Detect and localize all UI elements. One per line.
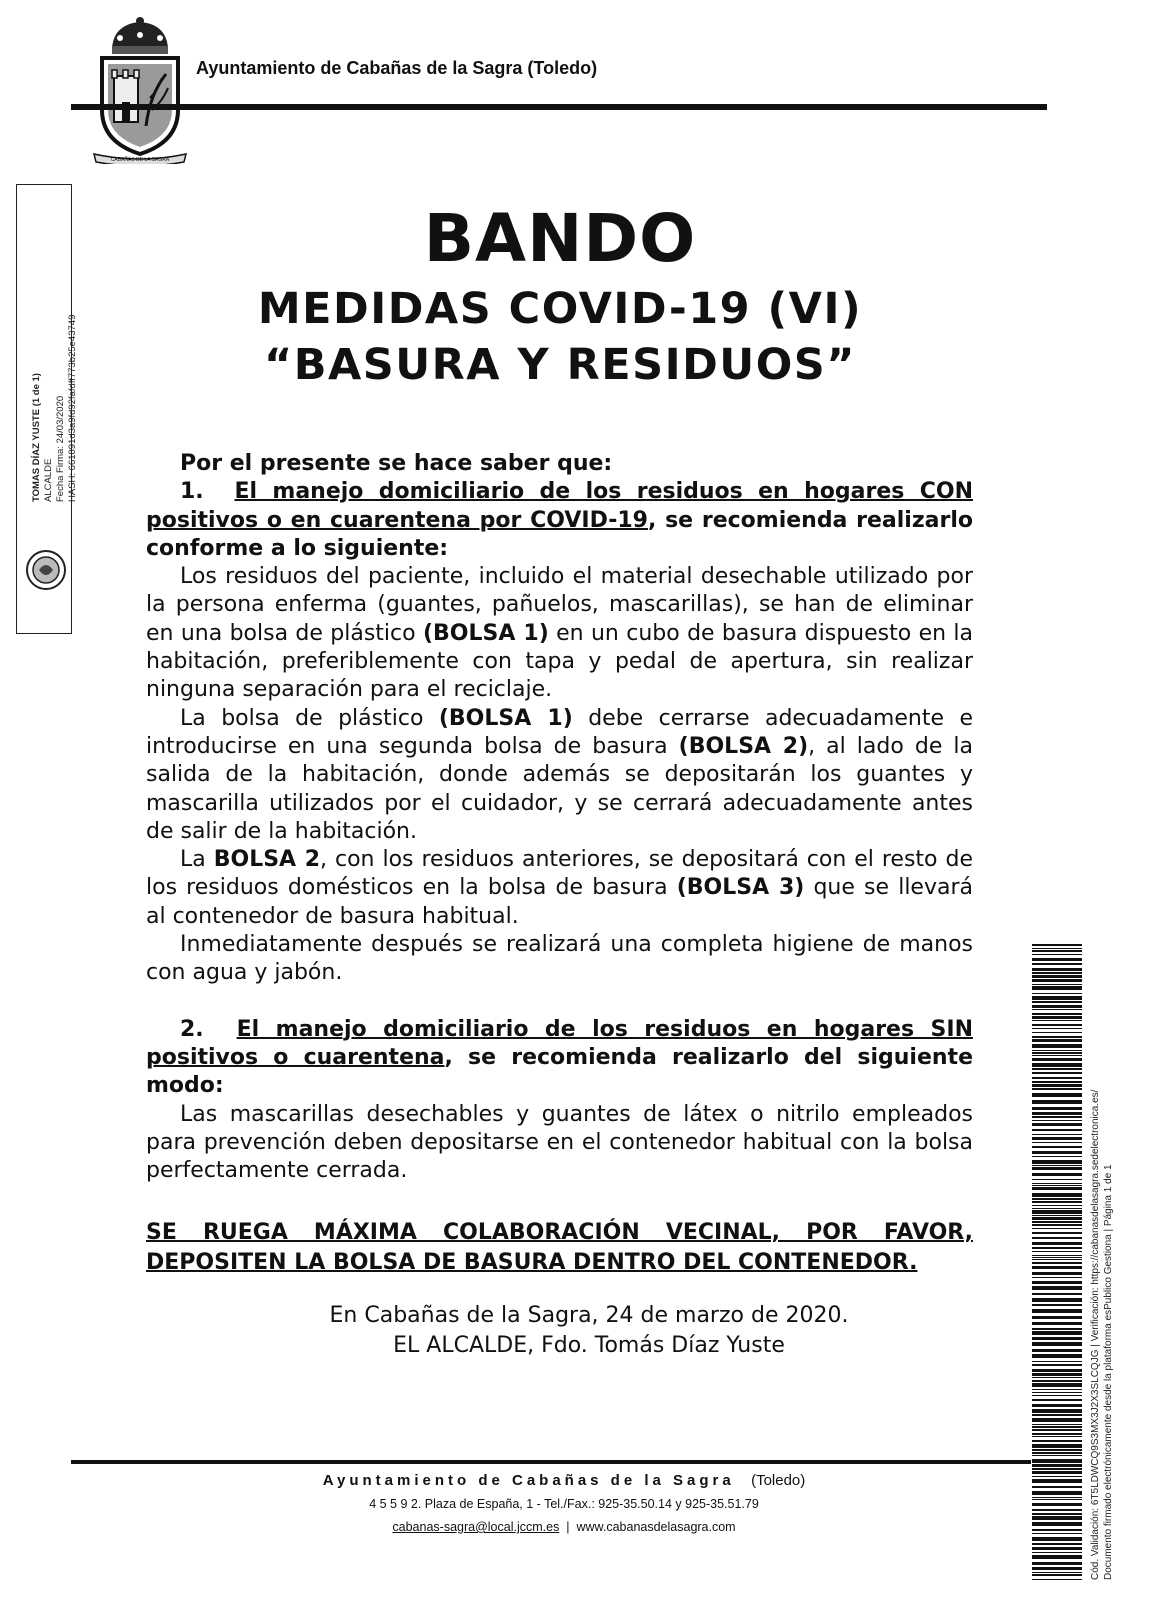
intro: Por el presente se hace saber que: (180, 451, 613, 476)
section-1-heading: 1. El manejo domiciliario de los residuos en hogares CON positivos o en cuarentena por COVID-19, se recomienda realizarlo conforme a lo siguiente: (146, 479, 973, 561)
document-subtitle: MEDIDAS COVID-19 (VI) (257, 284, 863, 334)
footer-organization: Ayuntamiento de Cabañas de la Sagra (Toledo) (322, 1472, 806, 1489)
signer-role: ALCALDE (43, 458, 54, 502)
closing-line: SE RUEGA MÁXIMA COLABORACIÓN VECINAL, POR FAVOR, (146, 1220, 973, 1245)
footer-contact: cabanas-sagra@local.jccm.es | www.cabanasdelasagra.com (392, 1520, 736, 1534)
closing-appeal (146, 1218, 973, 1278)
footer-website-link[interactable]: www.cabanasdelasagra.com (576, 1520, 736, 1534)
section-1-paragraph: La BOLSA 2, con los residuos anteriores, se depositará con el resto de los residuos domésticos en la bolsa de basura (BOLSA 3) que se llevará al contenedor de basura habitual. (146, 847, 973, 929)
document-title: BANDO (423, 200, 697, 277)
section-2-paragraph: Las mascarillas desechables y guantes de látex o nitrilo empleados para prevención deben depositarse en el contenedor habitual con la bolsa perfectamente cerrada. (146, 1101, 973, 1184)
section-1-paragraph: Los residuos del paciente, incluido el material desechable utilizado por la persona enferma (guantes, pañuelos, mascarillas), se han de eliminar en una bolsa de plástico (BOLSA 1) en un cubo de basura dispuesto en la habitación, preferiblemente con tapa y pedal de apertura, sin realizar ninguna separación para el reciclaje. (146, 564, 974, 703)
validation-platform: Documento firmado electrónicamente desde la plataforma esPublico Gestiona | Página 1 de 1 (1103, 1164, 1114, 1580)
document-subtitle-topic: “BASURA Y RESIDUOS” (263, 340, 856, 390)
header-divider (71, 104, 1047, 110)
barcode-icon (1032, 944, 1082, 1580)
place-date: En Cabañas de la Sagra, 24 de marzo de 2020. (329, 1303, 849, 1328)
body-text (146, 450, 973, 1185)
signer-line: EL ALCALDE, Fdo. Tomás Díaz Yuste (393, 1333, 785, 1358)
footer-divider (71, 1460, 1031, 1464)
seal-icon (24, 548, 68, 592)
footer-email-link[interactable]: cabanas-sagra@local.jccm.es (392, 1520, 560, 1534)
signature-hash: HASH: 661891d3a9fd92fafdff773b25e43749 (67, 314, 78, 502)
signer-name: TOMAS DÍAZ YUSTE (1 de 1) (31, 373, 42, 502)
signature-date: Fecha Firma: 24/03/2020 (55, 395, 66, 502)
municipal-coat-of-arms-icon (92, 14, 188, 164)
validation-code: Cód. Validación: 6T5LDWCQ9S3MX3J2X3SLCQJG | Verificación: https://cabanasdelasagra.sedelectronica.es/ (1090, 1089, 1101, 1580)
footer-address: 4 5 5 9 2. Plaza de España, 1 - Tel./Fax.: 925-35.50.14 y 925-35.51.79 (369, 1497, 759, 1511)
closing-line: DEPOSITEN LA BOLSA DE BASURA DENTRO DEL CONTENEDOR. (146, 1250, 918, 1275)
header-organization: Ayuntamiento de Cabañas de la Sagra (Toledo) (196, 58, 598, 78)
section-2-heading: 2. El manejo domiciliario de los residuos en hogares SIN positivos o cuarentena, se recomienda realizarlo del siguiente modo: (146, 1016, 973, 1099)
crest-ribbon-text: CABAÑAS DE LA SAGRA (110, 157, 170, 163)
section-1-paragraph: La bolsa de plástico (BOLSA 1) debe cerrarse adecuadamente e introducirse en una segunda bolsa de basura (BOLSA 2), al lado de la salida de la habitación, donde además se depositarán los guantes y mascarilla utilizados por el cuidador, y se cerrará adecuadamente antes de salir de la habitación. (146, 705, 973, 844)
validation-info (1089, 968, 1129, 1580)
section-1-paragraph: Inmediatamente después se realizará una completa higiene de manos con agua y jabón. (146, 932, 973, 986)
